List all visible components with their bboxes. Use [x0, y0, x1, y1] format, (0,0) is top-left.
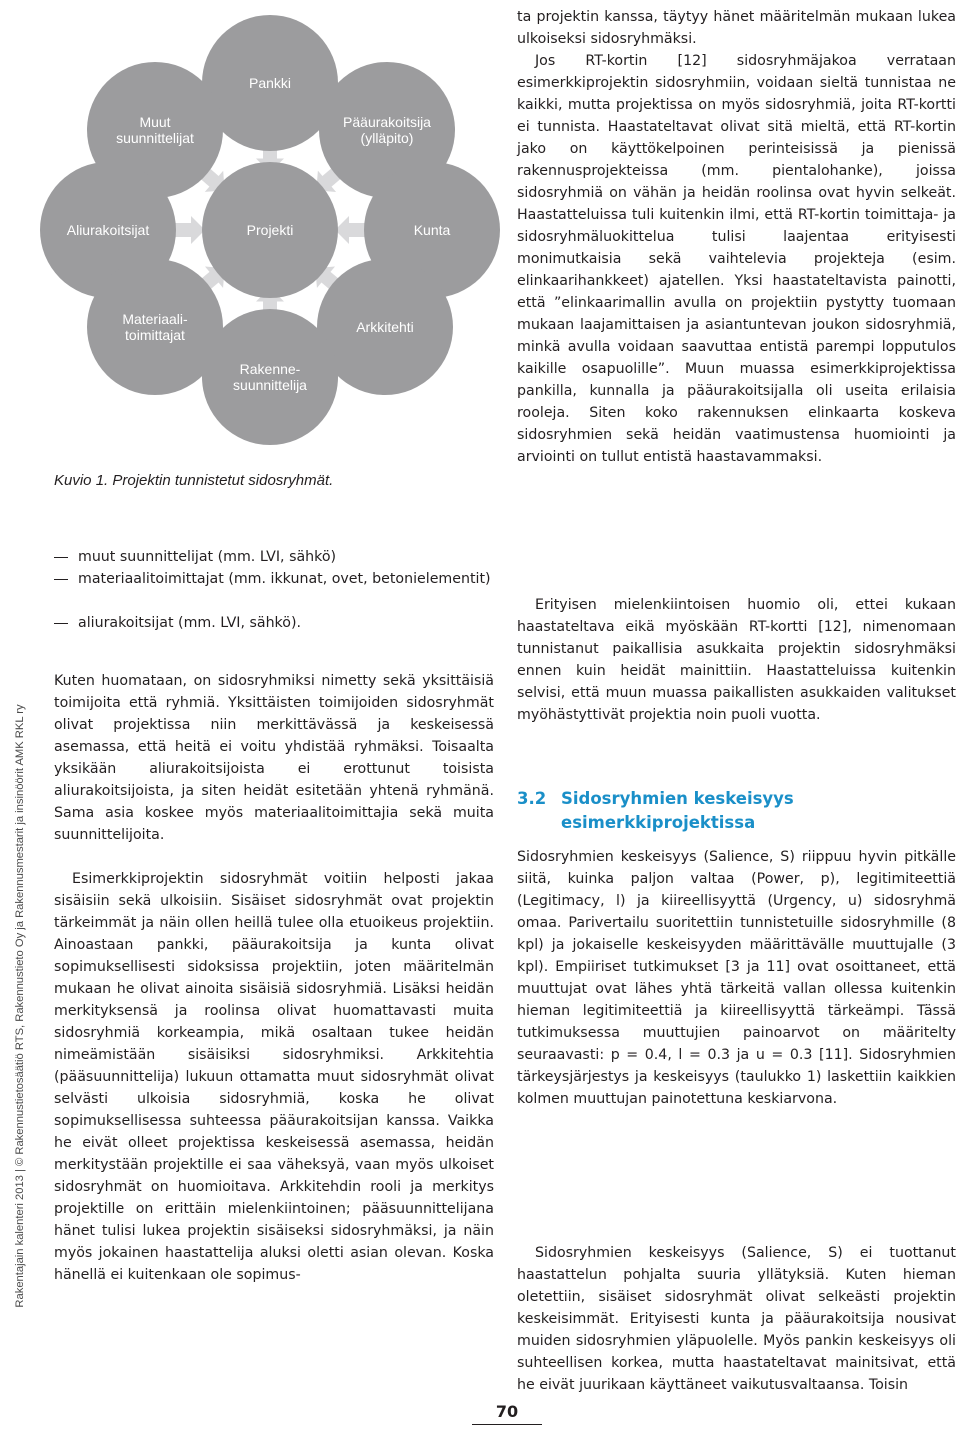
- paragraph: Jos RT-kortin [12] sidosryhmäjakoa verrataan esimerkkiprojektin sidosryhmiin, voidaan sieltä tunnistaa ne kaikki, mutta projektissa on myös sidosryhmiä, joita RT-kortti ei tunnista. Haastateltavat olivat sitä mieltä, että RT-kortin jako on käyttökelpoinen perinteisissä ja pienissä rakennusprojekteissa (mm. pientalohanke), joissa sidosryhmiä on vähän ja heidän roolinsa ovat hyvin selkeät. Haastatteluissa tuli kuitenkin ilmi, että RT-kortin toimittaja- ja sidosryhmäluokittelua tulisi laajentaa erityisesti monimutkaisia sekä vaihtelevia projekteja (esim. elinkaarihankkeet) ajatellen. Yksi haastateltavista painotti, että ”elinkaarimallin avulla on projektiin pystytty tuomaan mukaan laajamittaisen ja asiantuntevan joukon sidosryhmiä, minkä avulla voidaan saavuttaa entistä parempi lopputulos kaikille osapuolille”. Muun muassa esimerkkiprojektissa pankilla, kunnalla ja pääurakoitsijalla oli useita erilaisia rooleja. Siten koko rakennuksen elinkaarta koskeva sidosryhmien sekä heidän vaatimustensa huomiointi ja arviointi on tullut entistä haastavammaksi.: [517, 53, 956, 465]
- node-label-rakenne: Rakenne- suunnittelija: [233, 361, 307, 393]
- paragraph: Erityisen mielenkiintoisen huomio oli, ettei kukaan haastateltava eikä myöskään RT-kortti [12], nimenomaan tunnistanut paikallisia asukkaita projektin sidosryhmäksi ennen kuin heidät mainittiin. Haastatteluissa kuitenkin selvisi, että muun muassa paikallisten asukkaiden valitukset myöhästyttivät projektia noin puoli vuotta.: [517, 597, 956, 723]
- list-item: materiaalitoimittajat (mm. ikkunat, ovet, betonielementit): [54, 568, 494, 590]
- node-label-kunta: Kunta: [413, 222, 451, 238]
- list-item: aliurakoitsijat (mm. LVI, sähkö).: [54, 612, 494, 634]
- node-label-pankki: Pankki: [248, 75, 292, 91]
- arrow-to-projekti: [335, 216, 365, 244]
- sidebar-credit-text: Rakentajain kalenteri 2013 | © Rakennustietosäätiö RTS, Rakennustieto Oy ja Rakennusmestarit ja insinöörit AMK RKL ry: [14, 704, 26, 1308]
- node-label-materiaali: Materiaali- toimittajat: [122, 311, 188, 343]
- list-item: muut suunnittelijat (mm. LVI, sähkö): [54, 546, 494, 568]
- arrow-to-projekti: [175, 216, 205, 244]
- figure-caption: Kuvio 1. Projektin tunnistetut sidosryhmät.: [54, 472, 334, 489]
- node-label-projekti: Projekti: [246, 222, 294, 238]
- paragraph: Kuten huomataan, on sidosryhmiksi nimetty sekä yksittäisiä toimijoita että ryhmiä. Yksittäisten toimijoiden sidosryhmät olivat projektissa niin merkittävässä ja keskeisessä asemassa, että heitä ei voitu yhdistää ryhmäksi. Toisaalta yksikään aliurakoitsijoista ei erottunut toisista aliurakoitsijoista, ja siten heidät esitetään yhtenä ryhmänä. Sama asia koskee myös materiaalitoimittajia sekä muita suunnittelijoita.: [54, 673, 494, 843]
- stakeholder-diagram: [40, 0, 500, 470]
- sidebar-credit: [4, 600, 36, 1400]
- page-number-rule: [472, 1424, 542, 1425]
- section-number: 3.2: [517, 789, 547, 808]
- paragraph: Esimerkkiprojektin sidosryhmät voitiin helposti jakaa sisäisiin sekä ulkoisiin. Sisäiset sidosryhmät ovat projektin tärkeimmät ja näin ollen heillä tulee olla etuoikeus projektiin. Ainoastaan pankki, pääurakoitsija ja kunta olivat sopimuksellisesti sidoksissa projektiin, joten määritelmän mukaan he olivat ainoita sisäisiä sidosryhmiä. Lisäksi heidän merkityksensä ja roolinsa olivat huomattavasti muita sidosryhmiä korkeampia, mikä osaltaan tukee heidän nimeämistään sisäisiksi sidosryhmiksi. Arkkitehtia (pääsuunnittelija) lukuun ottamatta muut sidosryhmät olivat selvästi ulkoisia sidosryhmiä, koska he olivat sopimuksellisessa suhteessa pääurakoitsijan kanssa. Vaikka he eivät olleet projektissa keskeisessä asemassa, heidän merkitystään projektille ei saa väheksyä, vaan myös ulkoiset sidosryhmät on huomioitava. Arkkitehdin rooli ja merkitys projektille on erittäin mielenkiintoinen; pääsuunnittelijana hänet tulisi lukea projektin sisäiseksi sidosryhmäksi, ja näin myös jokainen haastattelija aluksi oletti asian olevan. Koska hänellä ei kuitenkaan ole sopimus-: [54, 871, 494, 1283]
- paragraph: Sidosryhmien keskeisyys (Salience, S) ei tuottanut haastattelun pohjalta suuria yllätyksiä. Kuten hieman oletettiin, sisäiset sidosryhmät olivat selkeästi projektin keskeisimmät. Erityisesti kunta ja pääurakoitsija nousivat muiden sidosryhmien yläpuolelle. Myös pankin keskeisyys oli suhteellisen korkea, mutta haastateltavat mainitsivat, että he eivät juurikaan käyttäneet vaikutusvaltaansa. Toisin: [517, 1245, 956, 1393]
- section-heading: [517, 787, 956, 835]
- section-title: Sidosryhmien keskeisyys esimerkkiprojektissa: [561, 789, 794, 832]
- node-label-aliurakoitsijat: Aliurakoitsijat: [66, 222, 150, 238]
- node-label-muut: Muut suunnittelijat: [116, 114, 194, 146]
- node-label-arkkitehti: Arkkitehti: [356, 319, 414, 335]
- page-number: 70: [495, 1402, 519, 1421]
- paragraph: ta projektin kanssa, täytyy hänet määritelmän mukaan lukea ulkoiseksi sidosryhmäksi.: [517, 9, 956, 47]
- node-label-paaurakoitsija: Pääurakoitsija (ylläpito): [343, 114, 431, 146]
- paragraph: Sidosryhmien keskeisyys (Salience, S) riippuu hyvin pitkälle siitä, kuinka paljon valtaa (Power, p), legitimiteettiä (Legitimacy, l) ja kiireellisyyttä (Urgency, u) sidosryhmä omaa. Parivertailu suoritettiin tunnistetuille sidosryhmille (8 kpl) ja jokaiselle keskeisyyden määrittävälle muuttujalle (3 kpl). Empiiriset tutkimukset [3 ja 11] ovat osoittaneet, että muuttujat ovat lähes yhtä tärkeitä vallan ollessa kuitenkin hieman legitimiteettiä ja kiireellisyyttä tärkeämpi. Tässä tutkimuksessa muuttujien painoarvot on määritelty seuraavasti: p = 0.4, l = 0.3 ja u = 0.3 [11]. Sidosryhmien tärkeysjärjestys ja keskeisyys (taulukko 1) laskettiin kaikkien kolmen muuttujan painotettuna keskiarvona.: [517, 849, 956, 1107]
